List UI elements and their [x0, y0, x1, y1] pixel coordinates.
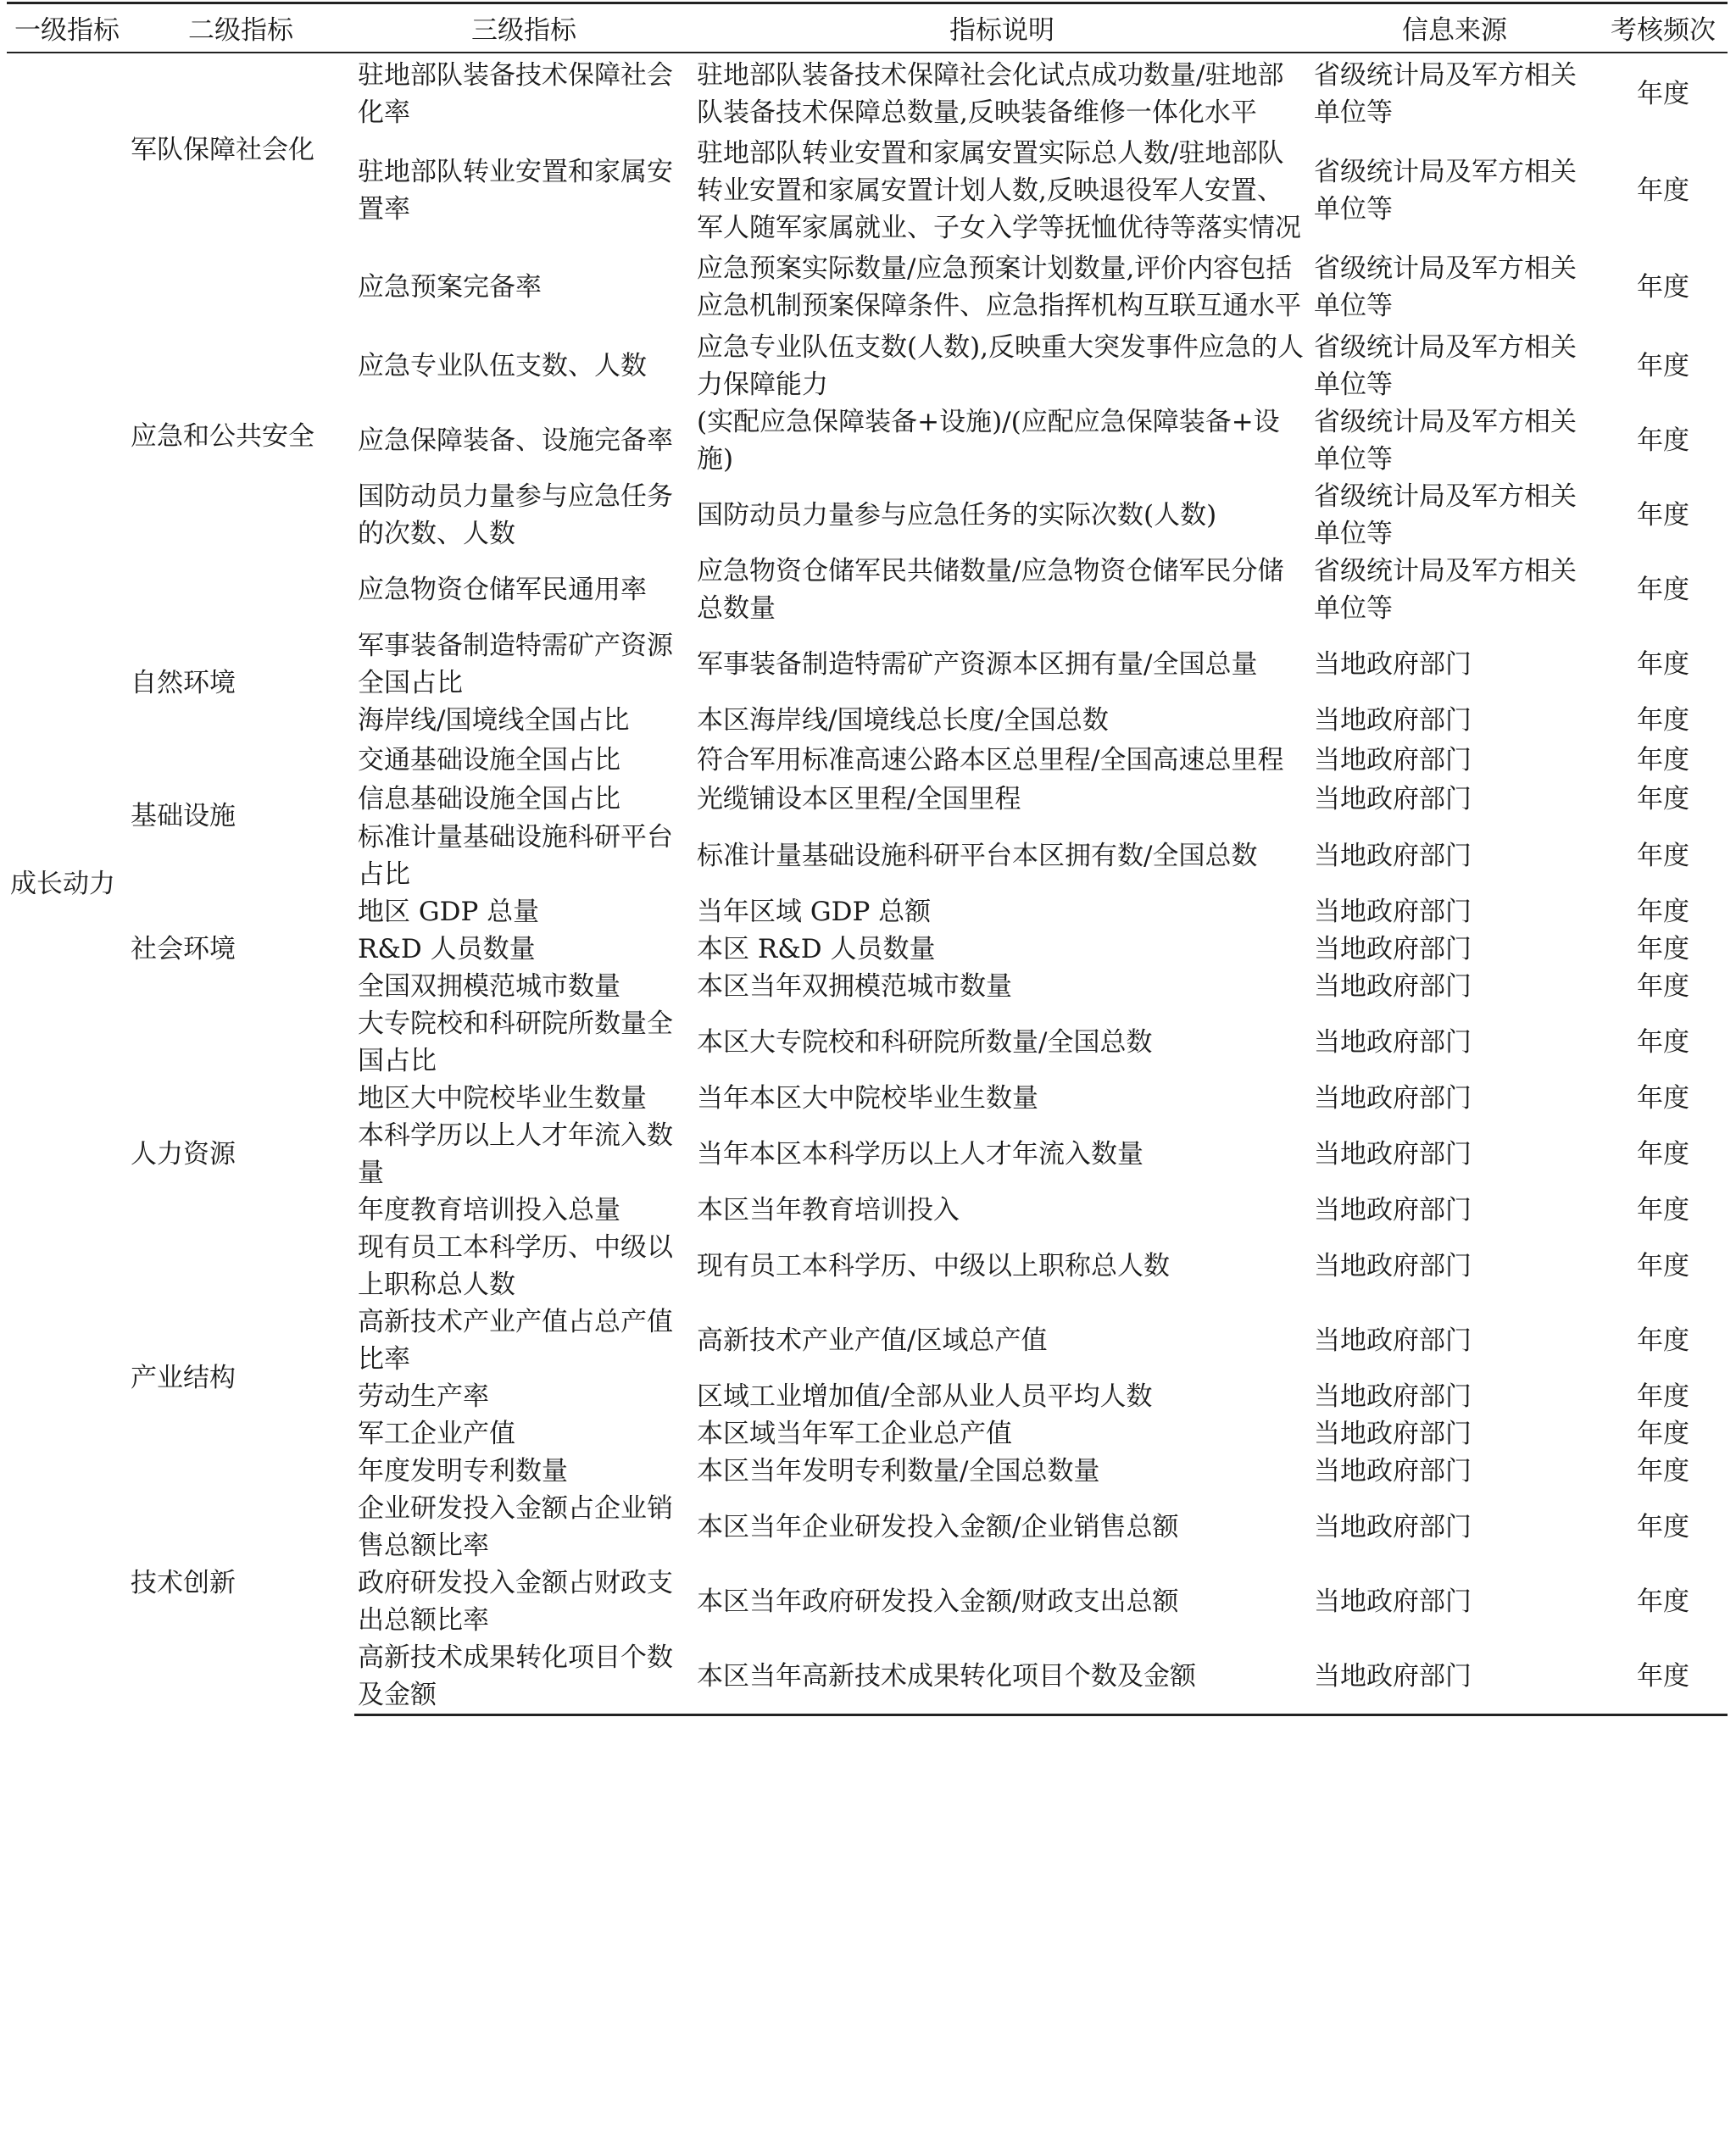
level3-cell: 地区大中院校毕业生数量 — [358, 1082, 647, 1114]
frequency-cell: 年度 — [1637, 970, 1689, 1002]
description-cell: 本区当年发明专利数量/全国总数量 — [697, 1455, 1100, 1486]
level3-cell: 海岸线/国境线全国占比 — [358, 705, 630, 736]
level3-cell: 标准计量基础设施科研平台占比 — [358, 821, 673, 890]
description-cell: 当年本区本科学历以上人才年流入数量 — [697, 1138, 1143, 1170]
table-row — [7, 53, 1728, 135]
description-cell: 现有员工本科学历、中级以上职称总人数 — [697, 1250, 1170, 1281]
level2-cell: 军队保障社会化 — [131, 134, 314, 165]
source-cell: 省级统计局及军方相关单位等 — [1314, 59, 1577, 128]
header-level1: 一级指标 — [7, 3, 127, 53]
level2-cell: 技术创新 — [131, 1568, 236, 1599]
frequency-cell: 年度 — [1637, 933, 1689, 964]
level3-cell: 应急保障装备、设施完备率 — [358, 425, 673, 456]
source-cell: 当地政府部门 — [1314, 648, 1472, 680]
level3-cell: 大专院校和科研院所数量全国占比 — [358, 1008, 673, 1076]
description-cell: 区域工业增加值/全部从业人员平均人数 — [697, 1381, 1153, 1412]
source-cell: 当地政府部门 — [1314, 744, 1472, 775]
frequency-cell: 年度 — [1637, 1325, 1689, 1356]
frequency-cell: 年度 — [1637, 272, 1689, 303]
frequency-cell: 年度 — [1637, 1418, 1689, 1449]
source-cell: 当地政府部门 — [1314, 1026, 1472, 1058]
description-cell: 军事装备制造特需矿产资源本区拥有量/全国总量 — [697, 648, 1258, 680]
description-cell: (实配应急保障装备+设施)/(应配应急保障装备+设施) — [697, 406, 1280, 475]
level3-cell: 军事装备制造特需矿产资源全国占比 — [358, 630, 673, 698]
source-cell: 当地政府部门 — [1314, 1418, 1472, 1449]
indicator-table — [7, 2, 1728, 1716]
level3-cell: 年度教育培训投入总量 — [358, 1194, 620, 1225]
table-row — [7, 627, 1728, 702]
source-cell: 当地政府部门 — [1314, 1586, 1472, 1617]
description-cell: 符合军用标准高速公路本区总里程/全国高速总里程 — [697, 744, 1284, 775]
header-source: 信息来源 — [1310, 3, 1599, 53]
description-cell: 应急预案实际数量/应急预案计划数量,评价内容包括应急机制预案保障条件、应急指挥机构互联互通水平 — [697, 253, 1301, 321]
description-cell: 当年本区大中院校毕业生数量 — [697, 1082, 1038, 1114]
source-cell: 省级统计局及军方相关单位等 — [1314, 253, 1577, 321]
header-frequency: 考核频次 — [1599, 3, 1728, 53]
level3-cell: 驻地部队转业安置和家属安置率 — [358, 156, 673, 225]
description-cell: 光缆铺设本区里程/全国里程 — [697, 784, 1021, 814]
source-cell: 当地政府部门 — [1314, 896, 1472, 927]
source-cell: 当地政府部门 — [1314, 970, 1472, 1002]
frequency-cell: 年度 — [1637, 896, 1689, 927]
source-cell: 当地政府部门 — [1314, 705, 1472, 736]
level3-cell: 劳动生产率 — [358, 1381, 489, 1412]
level3-cell: 应急专业队伍支数、人数 — [358, 350, 647, 381]
table-body — [7, 53, 1728, 1715]
level2-cell: 自然环境 — [131, 668, 236, 698]
frequency-cell: 年度 — [1637, 425, 1689, 456]
level3-cell: 驻地部队装备技术保障社会化率 — [358, 59, 673, 128]
table-row — [7, 740, 1728, 781]
level3-cell: 政府研发投入金额占财政支出总额比率 — [358, 1567, 673, 1636]
source-cell: 当地政府部门 — [1314, 1082, 1472, 1114]
frequency-cell: 年度 — [1637, 499, 1689, 531]
description-cell: 本区海岸线/国境线总长度/全国总数 — [697, 705, 1109, 736]
description-cell: 国防动员力量参与应急任务的实际次数(人数) — [697, 499, 1217, 531]
source-cell: 省级统计局及军方相关单位等 — [1314, 331, 1577, 400]
level2-cell: 人力资源 — [131, 1138, 236, 1170]
frequency-cell: 年度 — [1637, 1250, 1689, 1281]
level2-cell: 应急和公共安全 — [131, 421, 314, 452]
source-cell: 当地政府部门 — [1314, 840, 1472, 871]
frequency-cell: 年度 — [1637, 840, 1689, 871]
table-header-row — [7, 3, 1728, 53]
frequency-cell: 年度 — [1637, 78, 1689, 109]
level3-cell: 国防动员力量参与应急任务的次数、人数 — [358, 481, 673, 549]
frequency-cell: 年度 — [1637, 1082, 1689, 1114]
description-cell: 驻地部队转业安置和家属安置实际总人数/驻地部队转业安置和家属安置计划人数,反映退役军人安置、军人随军家属就业、子女入学等抚恤优待等落实情况 — [697, 137, 1301, 243]
header-description: 指标说明 — [693, 3, 1310, 53]
level3-cell: 高新技术成果转化项目个数及金额 — [354, 1639, 693, 1715]
frequency-cell: 年度 — [1599, 1639, 1728, 1715]
level2-cell: 社会环境 — [131, 933, 236, 964]
table-row — [7, 1303, 1728, 1378]
source-cell: 省级统计局及军方相关单位等 — [1314, 406, 1577, 475]
level3-cell: 本科学历以上人才年流入数量 — [358, 1120, 673, 1188]
description-cell: 本区当年双拥模范城市数量 — [697, 970, 1012, 1002]
description-cell: 本区大专院校和科研院所数量/全国总数 — [697, 1026, 1153, 1058]
frequency-cell: 年度 — [1637, 648, 1689, 680]
frequency-cell: 年度 — [1637, 1455, 1689, 1486]
source-cell: 当地政府部门 — [1314, 933, 1472, 964]
header-level3: 三级指标 — [354, 3, 693, 53]
level3-cell: 现有员工本科学历、中级以上职称总人数 — [358, 1231, 673, 1300]
frequency-cell: 年度 — [1637, 350, 1689, 381]
source-cell: 当地政府部门 — [1314, 784, 1472, 814]
table-row — [7, 247, 1728, 329]
source-cell: 省级统计局及军方相关单位等 — [1314, 555, 1577, 624]
level3-cell: 军工企业产值 — [358, 1418, 515, 1449]
level3-cell: 应急预案完备率 — [358, 272, 542, 303]
source-cell: 当地政府部门 — [1314, 1194, 1472, 1225]
frequency-cell: 年度 — [1637, 1194, 1689, 1225]
description-cell: 本区当年高新技术成果转化项目个数及金额 — [693, 1639, 1310, 1715]
description-cell: 本区域当年军工企业总产值 — [697, 1418, 1012, 1449]
level3-cell: 交通基础设施全国占比 — [358, 744, 620, 775]
level2-cell: 基础设施 — [131, 801, 236, 831]
source-cell: 当地政府部门 — [1314, 1455, 1472, 1486]
description-cell: 驻地部队装备技术保障社会化试点成功数量/驻地部队装备技术保障总数量,反映装备维修一体化水平 — [697, 59, 1284, 128]
frequency-cell: 年度 — [1637, 1511, 1689, 1542]
level3-cell: 年度发明专利数量 — [358, 1455, 568, 1486]
level3-cell: 应急物资仓储军民通用率 — [358, 574, 647, 605]
level3-cell: R&D 人员数量 — [358, 933, 536, 964]
frequency-cell: 年度 — [1637, 1381, 1689, 1412]
description-cell: 应急专业队伍支数(人数),反映重大突发事件应急的人力保障能力 — [697, 331, 1305, 400]
header-level2: 二级指标 — [127, 3, 354, 53]
table-row — [7, 1005, 1728, 1080]
frequency-cell: 年度 — [1637, 705, 1689, 736]
description-cell: 本区当年政府研发投入金额/财政支出总额 — [697, 1586, 1179, 1617]
description-cell: 当年区域 GDP 总额 — [697, 896, 932, 927]
description-cell: 高新技术产业产值/区域总产值 — [697, 1325, 1048, 1356]
source-cell: 当地政府部门 — [1314, 1325, 1472, 1356]
level2-cell: 产业结构 — [131, 1362, 236, 1393]
source-cell: 省级统计局及军方相关单位等 — [1314, 481, 1577, 549]
source-cell: 当地政府部门 — [1310, 1639, 1599, 1715]
source-cell: 当地政府部门 — [1314, 1511, 1472, 1542]
description-cell: 本区当年教育培训投入 — [697, 1194, 960, 1225]
frequency-cell: 年度 — [1637, 1586, 1689, 1617]
level3-cell: 企业研发投入金额占企业销售总额比率 — [358, 1492, 673, 1561]
level3-cell: 信息基础设施全国占比 — [358, 784, 620, 814]
description-cell: 本区当年企业研发投入金额/企业销售总额 — [697, 1511, 1179, 1542]
frequency-cell: 年度 — [1637, 175, 1689, 206]
source-cell: 当地政府部门 — [1314, 1138, 1472, 1170]
source-cell: 省级统计局及军方相关单位等 — [1314, 156, 1577, 225]
source-cell: 当地政府部门 — [1314, 1381, 1472, 1412]
source-cell: 当地政府部门 — [1314, 1250, 1472, 1281]
level1-cell: 成长动力 — [10, 868, 115, 899]
level3-cell: 全国双拥模范城市数量 — [358, 970, 620, 1002]
frequency-cell: 年度 — [1637, 574, 1689, 605]
frequency-cell: 年度 — [1637, 744, 1689, 775]
frequency-cell: 年度 — [1637, 784, 1689, 814]
description-cell: 标准计量基础设施科研平台本区拥有数/全国总数 — [697, 840, 1258, 871]
description-cell: 本区 R&D 人员数量 — [697, 933, 936, 964]
table-row — [7, 893, 1728, 931]
frequency-cell: 年度 — [1637, 1138, 1689, 1170]
frequency-cell: 年度 — [1637, 1026, 1689, 1058]
level3-cell: 高新技术产业产值占总产值比率 — [358, 1306, 673, 1375]
description-cell: 应急物资仓储军民共储数量/应急物资仓储军民分储总数量 — [697, 555, 1284, 624]
table-row — [7, 1453, 1728, 1490]
level3-cell: 地区 GDP 总量 — [358, 896, 540, 927]
